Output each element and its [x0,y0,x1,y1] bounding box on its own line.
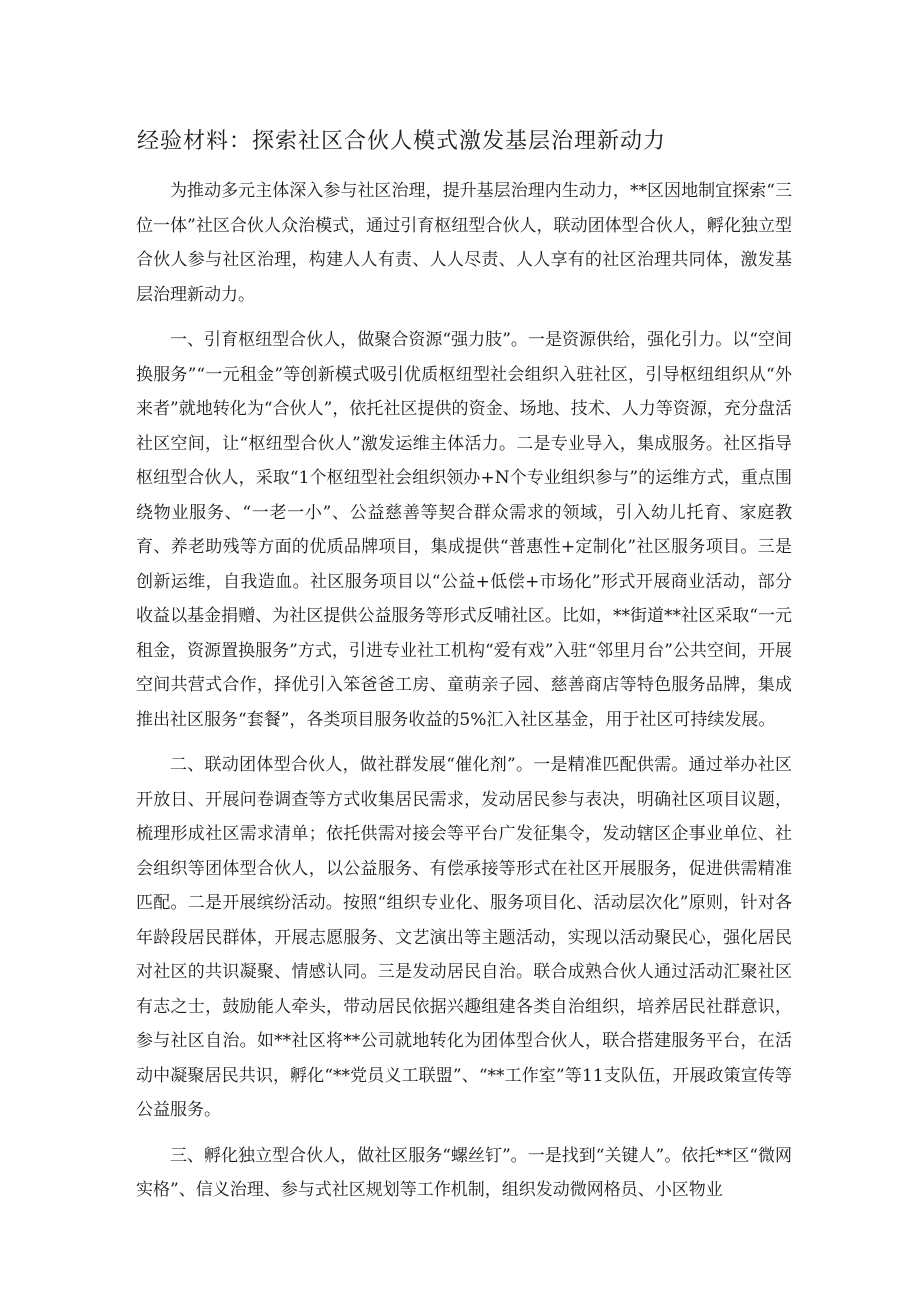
intro-paragraph: 为推动多元主体深入参与社区治理，提升基层治理内生动力，**区因地制宜探索“三位一体”社区合伙人众治模式，通过引育枢纽型合伙人，联动团体型合伙人，孵化独立型合伙人参与社区治理，构建人人有责、人人尽责、人人享有的社区治理共同体，激发基层治理新动力。 [136,181,792,305]
section-three-paragraph: 三、孵化独立型合伙人，做社区服务“螺丝钉”。一是找到“关键人”。依托**区“微网实格”、信义治理、参与式社区规划等工作机制，组织发动微网格员、小区物业 [136,1145,792,1200]
section-two-paragraph: 二、联动团体型合伙人，做社群发展“催化剂”。一是精准匹配供需。通过举办社区开放日、开展问卷调查等方式收集居民需求，发动居民参与表决，明确社区项目议题，梳理形成社区需求清单；依托供需对接会等平台广发征集令，发动辖区企事业单位、社会组织等团体型合伙人，以公益服务、有偿承接等形式在社区开展服务，促进供需精准匹配。二是开展缤纷活动。按照“组织专业化、服务项目化、活动层次化”原则，针对各年龄段居民群体，开展志愿服务、文艺演出等主题活动，实现以活动聚民心，强化居民对社区的共识凝聚、情感认同。三是发动居民自治。联合成熟合伙人通过活动汇聚社区有志之士，鼓励能人牵头，带动居民依据兴趣组建各类自治组织，培养居民社群意识，参与社区自治。如**社区将**公司就地转化为团体型合伙人，联合搭建服务平台，在活动中凝聚居民共识，孵化“**党员义工联盟”、“**工作室”等11支队伍，开展政策宣传等公益服务。 [136,755,792,1120]
section-one-paragraph: 一、引育枢纽型合伙人，做聚合资源“强力肢”。一是资源供给，强化引力。以“空间换服务”“一元租金”等创新模式吸引优质枢纽型社会组织入驻社区，引导枢纽组织从“外来者”就地转化为“合伙人”，依托社区提供的资金、场地、技术、人力等资源，充分盘活社区空间，让“枢纽型合伙人”激发运维主体活力。二是专业导入，集成服务。社区指导枢纽型合伙人，采取“1个枢纽型社会组织领办+N个专业组织参与”的运维方式，重点围绕物业服务、“一老一小”、公益慈善等契合群众需求的领域，引入幼儿托育、家庭教育、养老助残等方面的优质品牌项目，集成提供“普惠性+定制化”社区服务项目。三是创新运维，自我造血。社区服务项目以“公益+低偿+市场化”形式开展商业活动，部分收益以基金捐赠、为社区提供公益服务等形式反哺社区。比如，**街道**社区采取“一元租金，资源置换服务”方式，引进专业社工机构“爱有戏”入驻“邻里月台”公共空间，开展空间共营式合作，择优引入笨爸爸工房、童萌亲子园、慈善商店等特色服务品牌，集成推出社区服务“套餐”，各类项目服务收益的5%汇入社区基金，用于社区可持续发展。 [136,330,792,730]
document-title: 经验材料：探索社区合伙人模式激发基层治理新动力 [137,129,667,154]
document-body [136,174,792,1219]
